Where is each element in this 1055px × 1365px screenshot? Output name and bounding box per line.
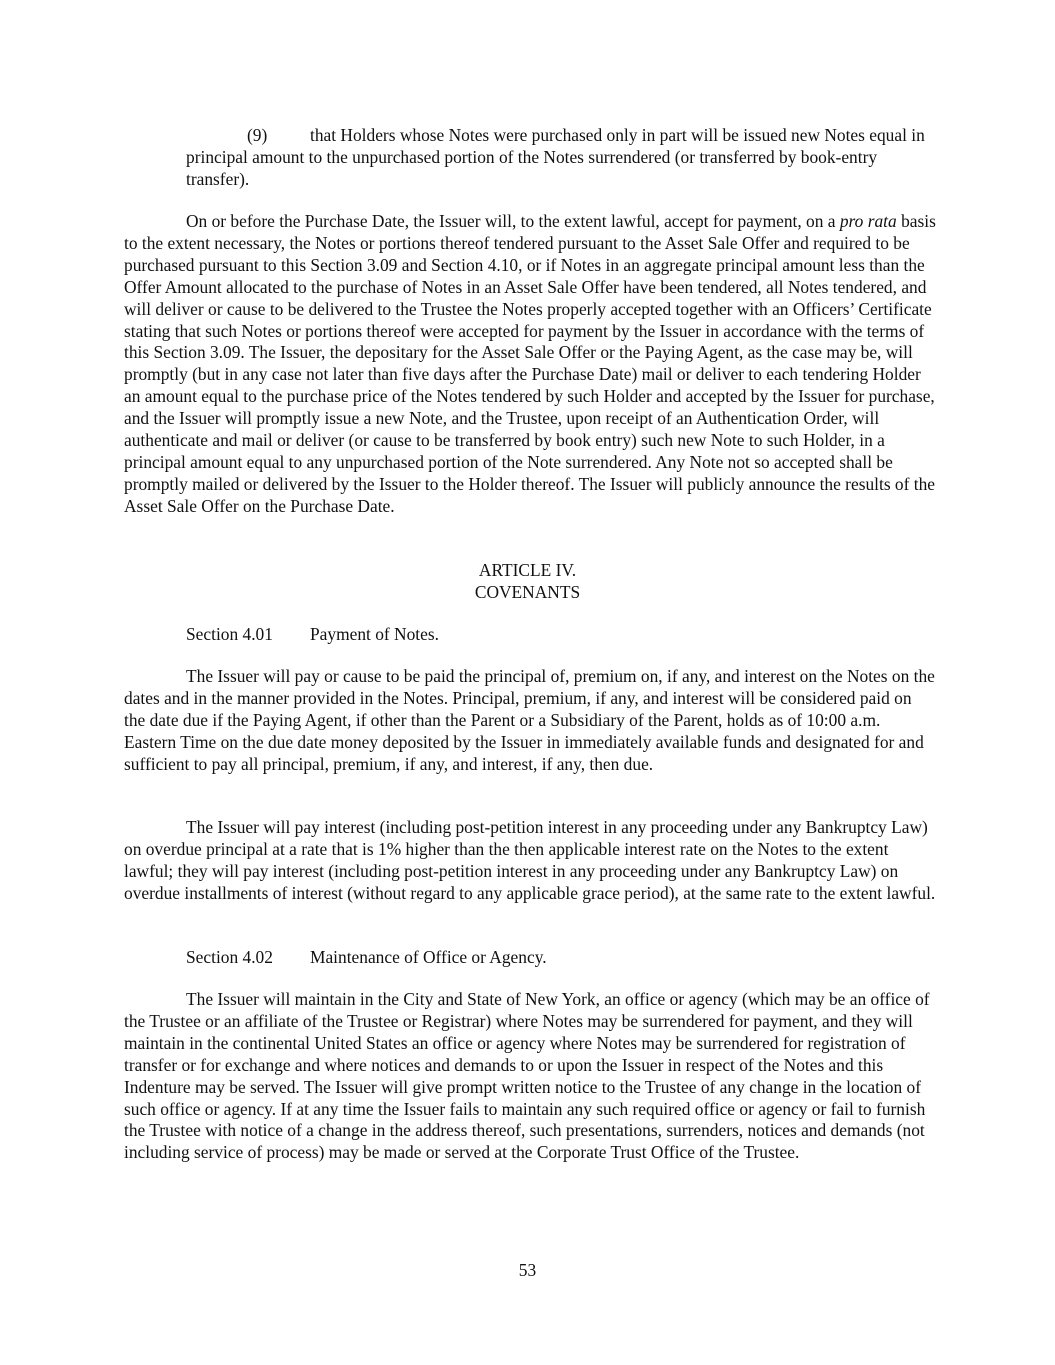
section-number: Section 4.01 — [186, 624, 273, 644]
paragraph-text: On or before the Purchase Date, the Issuer will, to the extent lawful, accept for payment, on a — [186, 211, 840, 231]
list-item-9 — [186, 125, 931, 191]
section-heading-4-01 — [186, 624, 439, 646]
list-item-number: (9) — [247, 125, 268, 145]
section-number: Section 4.02 — [186, 947, 273, 967]
paragraph-overdue-interest: The Issuer will pay interest (including post-petition interest in any proceeding under any Bankruptcy Law) on overdue principal at a rate that is 1% higher than the then applicable interest rate on the Notes to the extent lawful; they will pay interest (including post-petition interest in any proceeding under any Bankruptcy Law) on overdue installments of interest (without regard to any applicable grace period), at the same rate to the extent lawful. — [124, 817, 936, 903]
paragraph-office-agency: The Issuer will maintain in the City and State of New York, an office or agency (which may be an office of the Trustee or an affiliate of the Trustee or Registrar) where Notes may be surrendered for payment, and they will maintain in the continental United States an office or agency where Notes may be surrendered for registration of transfer or for exchange and where notices and demands to or upon the Issuer in respect of the Notes and this Indenture may be served. The Issuer will give prompt written notice to the Trustee of any change in the location of such office or agency. If at any time the Issuer fails to maintain any such required office or agency or fail to furnish the Trustee with notice of a change in the address thereof, such presentations, surrenders, notices and demands (not including service of process) may be made or served at the Corporate Trust Office of the Trustee. — [124, 989, 930, 1163]
article-number: ARTICLE IV. — [478, 560, 577, 580]
section-heading-4-02 — [186, 947, 547, 969]
paragraph-purchase-date — [124, 211, 936, 518]
section-title: Payment of Notes. — [310, 624, 439, 644]
paragraph-payment-of-notes: The Issuer will pay or cause to be paid the principal of, premium on, if any, and interest on the Notes on the dates and in the manner provided in the Notes. Principal, premium, if any, and interest will be considered paid on the date due if the Paying Agent, if other than the Parent or a Subsidiary of the Parent, holds as of 10:00 a.m. Eastern Time on the due date money deposited by the Issuer in immediately available funds and designated for and sufficient to pay all principal, premium, if any, and interest, if any, then due. — [124, 666, 935, 774]
italic-phrase: pro rata — [839, 211, 897, 231]
paragraph-text: basis to the extent necessary, the Notes or portions thereof tendered pursuant to the Asset Sale Offer and required to be purchased pursuant to this Section 3.09 and Section 4.10, or if Notes in an aggregate principal amount less than the Offer Amount allocated to the purchase of Notes in an Asset Sale Offer have been tendered, all Notes tendered, and will deliver or cause to be delivered to the Trustee the Notes properly accepted together with an Officers’ Certificate stating that such Notes or portions thereof were accepted for payment by the Issuer in accordance with the terms of this Section 3.09. The Issuer, the depositary for the Asset Sale Offer or the Paying Agent, as the case may be, will promptly (but in any case not later than five days after the Purchase Date) mail or deliver to each tendering Holder an amount equal to the purchase price of the Notes tendered by such Holder and accepted by the Issuer for purchase, and the Issuer will promptly issue a new Note, and the Trustee, upon receipt of an Authentication Order, will authenticate and mail or deliver (or cause to be transferred by book entry) such new Note to such Holder, in a principal amount equal to any unpurchased portion of the Note surrendered. Any Note not so accepted shall be promptly mailed or delivered by the Issuer to the Holder thereof. The Issuer will publicly announce the results of the Asset Sale Offer on the Purchase Date. — [124, 211, 936, 516]
page-number: 53 — [518, 1260, 537, 1280]
list-item-text: that Holders whose Notes were purchased only in part will be issued new Notes equal in principal amount to the unpurchased portion of the Notes surrendered (or transferred by book-entry transfer). — [186, 125, 925, 189]
article-title: COVENANTS — [474, 582, 581, 602]
section-title: Maintenance of Office or Agency. — [310, 947, 547, 967]
